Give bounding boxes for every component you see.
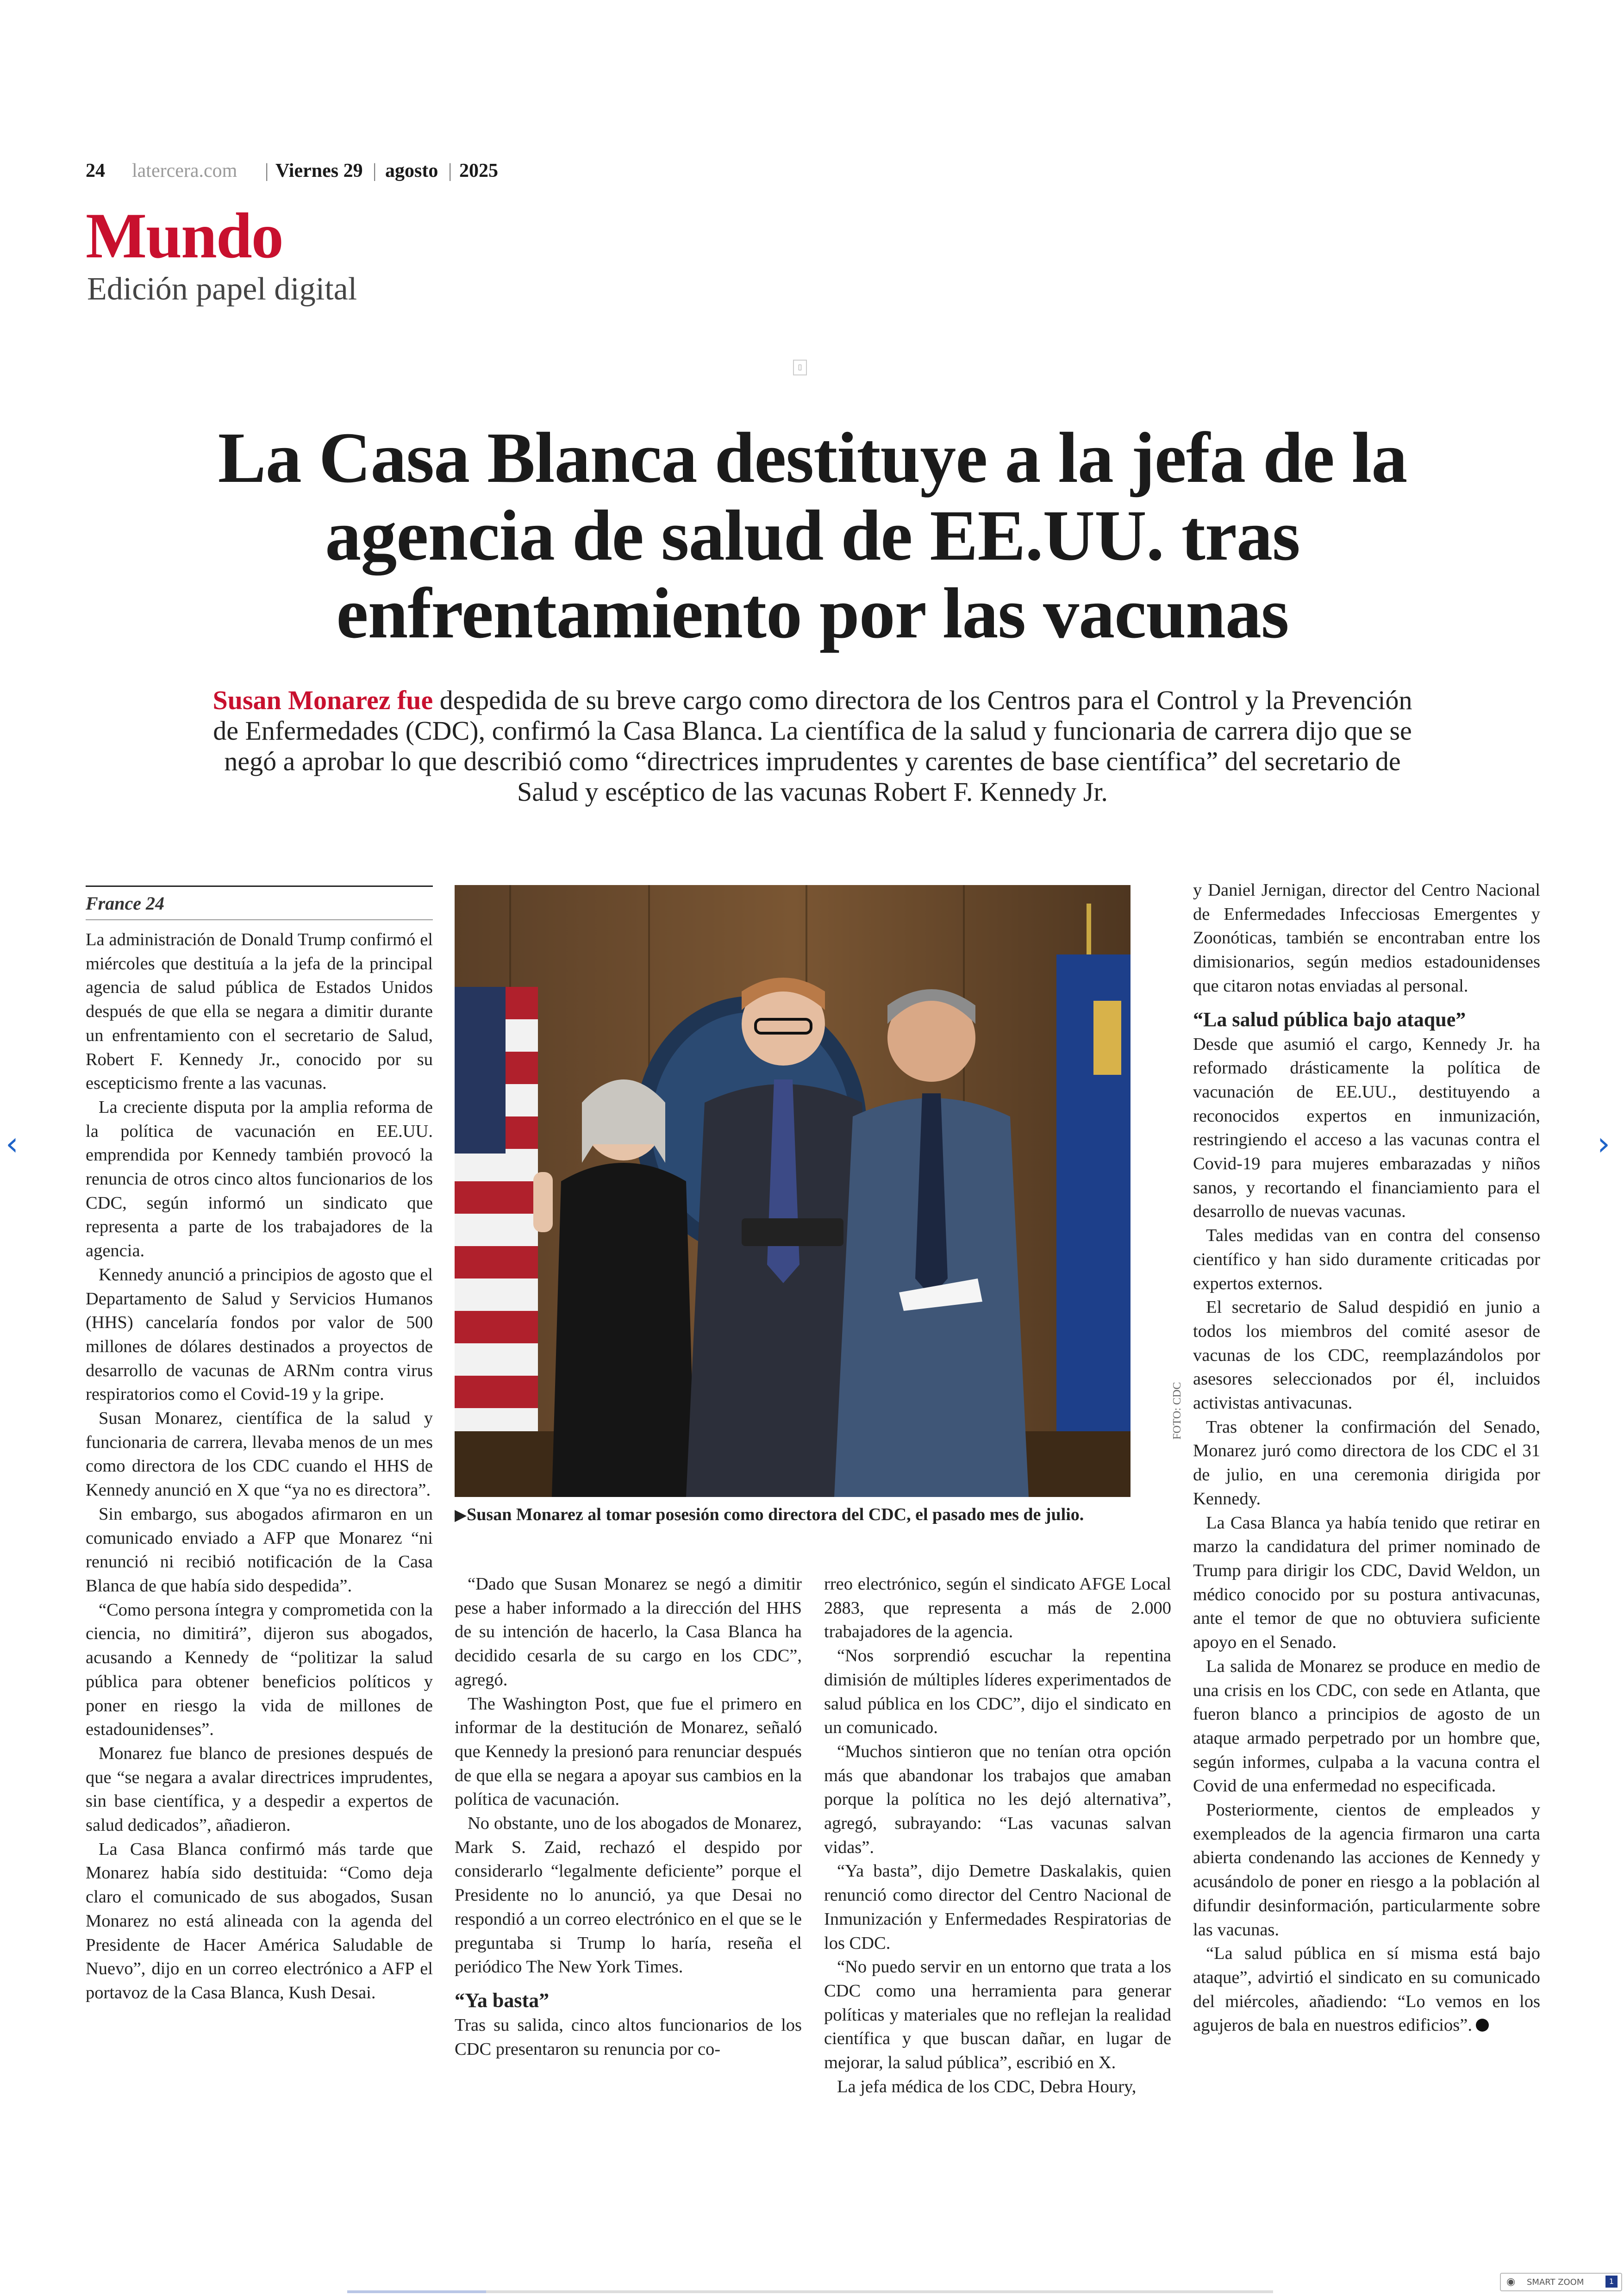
- photo-credit: FOTO: CDC: [1171, 1382, 1183, 1440]
- paragraph: Desde que asumió el cargo, Kennedy Jr. ha reformado drásticamente la política de vacunación de EE.UU., destituyendo a reconocidos expertos en inmunización, restringiendo el acceso a las vacunas contra el Covid-19 para mujeres embarazadas y niños sanos, y recortando el financiamiento para el desarrollo de nuevas vacunas.: [1193, 1034, 1540, 1222]
- header-month: agosto: [385, 160, 438, 181]
- paragraph: [1193, 1942, 1540, 2038]
- article-column-1: [86, 928, 433, 2005]
- paragraph: El secretario de Salud despidió en junio a todos los miembros del comité asesor de vacunas de los CDC, reemplazándolos por asesores seleccionados por él, incluidos activistas antivacunas.: [1193, 1297, 1540, 1413]
- site-name[interactable]: latercera.com: [132, 160, 237, 181]
- paragraph: “No puedo servir en un entorno que trata a los CDC como una herramienta para generar políticas y materiales que no reflejan la realidad científica y que buscan dañar, en lugar de mejorar, la salud pública”, escribió en X.: [824, 1957, 1171, 2073]
- paragraph: Tras su salida, cinco altos funcionarios de los CDC presentaron su renuncia por co-: [455, 2015, 802, 2059]
- headline: La Casa Blanca destituye a la jefa de la agencia de salud de EE.UU. tras enfrentamiento por las vacunas: [218, 418, 1407, 653]
- page-badge: 1: [1605, 2276, 1618, 2288]
- paragraph: Kennedy anunció a principios de agosto que el Departamento de Salud y Servicios Humanos (HHS) cancelaría fondos por valor de 500 millones de dólares destinados a proyectos de desarrollo de vacunas de ARNm contra virus respiratorios como el Covid-19 y la gripe.: [86, 1265, 433, 1404]
- subheading: “La salud pública bajo ataque”: [1193, 1008, 1466, 1031]
- paragraph: Susan Monarez, científica de la salud y funcionaria de carrera, llevaba menos de un mes como directora de los CDC cuando el HHS de Kennedy anunció en X que “ya no es directora”.: [86, 1409, 433, 1500]
- paragraph: La salida de Monarez se produce en medio de una crisis en los CDC, con sede en Atlanta, que fueron blanco a principios de agosto de un ataque armado perpetrado por un hombre que, según informes, culpaba a la vacuna contra el Covid de una enfermedad no especificada.: [1193, 1656, 1540, 1796]
- scroll-progress-bar[interactable]: [347, 2290, 1273, 2293]
- paragraph: La Casa Blanca confirmó más tarde que Monarez había sido destituida: “Como deja claro el comunicado de sus abogados, Susan Monarez no está alineada con la agenda del Presidente de Hacer América Saludable de Nuevo”, dijo en un correo electrónico a AFP el portavoz de la Casa Blanca, Kush Desai.: [86, 1839, 433, 2002]
- paragraph: “Como persona íntegra y comprometida con la ciencia, no dimitirá”, dijeron sus abogados, acusando a Kennedy de “politizar la salud pública para obtener beneficios políticos y poner en riesgo la vida de millones de estadounidenses”.: [86, 1600, 433, 1740]
- byline-rule: [86, 886, 433, 887]
- eye-icon: ◉: [1506, 2276, 1516, 2288]
- smart-zoom-button[interactable]: [1500, 2273, 1622, 2291]
- header-separator: |: [373, 160, 377, 181]
- header-weekday-day: Viernes 29: [275, 160, 363, 181]
- paragraph: Monarez fue blanco de presiones después de que “se negara a avalar directrices imprudentes, sin base científica, y a despedir a expertos de salud dedicados”, añadieron.: [86, 1743, 433, 1835]
- paragraph: La creciente disputa por la amplia reforma de la política de vacunación en EE.UU. emprendida por Kennedy también provocó la renuncia de otros cinco altos funcionarios de los CDC, según informó un sindicato que representa a parte de los trabajadores de la agencia.: [86, 1097, 433, 1261]
- paragraph: “Nos sorprendió escuchar la repentina dimisión de múltiples líderes experimentados de salud pública en los CDC”, dijo el sindicato en un comunicado.: [824, 1646, 1171, 1738]
- deck: [204, 685, 1421, 807]
- page-number: 24: [86, 160, 105, 181]
- header-separator: |: [448, 160, 452, 181]
- paragraph: y Daniel Jernigan, director del Centro Nacional de Enfermedades Infecciosas Emergentes y Zoonóticas, también se encontraban entre los dimisionarios, según medios estadounidenses que citaron notas enviadas al personal.: [1193, 880, 1540, 996]
- caption-text: Susan Monarez al tomar posesión como directora del CDC, el pasado mes de julio.: [467, 1505, 1084, 1524]
- paragraph: Tales medidas van en contra del consenso científico y han sido duramente criticadas por expertos externos.: [1193, 1226, 1540, 1293]
- photo-caption: [455, 1504, 1177, 1525]
- chevron-right-icon[interactable]: ›: [1597, 1125, 1610, 1163]
- article-column-3: [824, 1572, 1171, 2099]
- scroll-progress-fill: [347, 2290, 486, 2293]
- paragraph: Tras obtener la confirmación del Senado, Monarez juró como directora de los CDC el 31 de julio, en una ceremonia dirigida por Kennedy.: [1193, 1417, 1540, 1509]
- paragraph: La administración de Donald Trump confirmó el miércoles que destituía a la jefa de la principal agencia de salud pública de Estados Unidos después de que ella se negara a dimitir durante un enfrentamiento con el secretario de Salud, Robert F. Kennedy Jr., conocido por su escepticismo frente a las vacunas.: [86, 930, 433, 1093]
- swearing-in-photo: [455, 885, 1131, 1497]
- article-column-2: [455, 1572, 802, 2061]
- caption-arrow-icon: ▶: [455, 1507, 467, 1524]
- header-separator: |: [265, 160, 269, 181]
- paragraph: The Washington Post, que fue el primero en informar de la destitución de Monarez, señaló que Kennedy la presionó para renunciar después de que ella se negara a apoyar sus cambios en la política de vacunación.: [455, 1694, 802, 1809]
- page-marker-icon: ▯: [793, 360, 807, 375]
- edition-label: Edición papel digital: [87, 271, 357, 307]
- section-title: Mundo: [86, 200, 283, 272]
- article-photo: [455, 885, 1131, 1497]
- paragraph: La Casa Blanca ya había tenido que retirar en marzo la candidatura del primer nominado de Trump para dirigir los CDC, David Weldon, un médico conocido por su postura antivacunas, ante el temor de que no obtuviera suficiente apoyo en el Senado.: [1193, 1513, 1540, 1653]
- byline: France 24: [86, 893, 164, 914]
- deck-text: despedida de su breve cargo como directora de los Centros para el Control y la Prevención de Enfermedades (CDC), confirmó la Casa Blanca. La científica de la salud y funcionaria de carrera dijo que se negó a aprobar lo que describió como “directrices imprudentes y carentes de base científica” del secretario de Salud y escéptico de las vacunas Robert F. Kennedy Jr.: [213, 685, 1412, 807]
- paragraph: rreo electrónico, según el sindicato AFGE Local 2883, que representa a más de 2.000 trabajadores de la agencia.: [824, 1574, 1171, 1642]
- header-year: 2025: [459, 160, 498, 181]
- paragraph: “Ya basta”, dijo Demetre Daskalakis, quien renunció como director del Centro Nacional de Inmunización y Enfermedades Respiratorias de los CDC.: [824, 1861, 1171, 1953]
- smart-zoom-label: SMART ZOOM: [1527, 2277, 1584, 2287]
- paragraph: “Dado que Susan Monarez se negó a dimitir pese a haber informado a la dirección del HHS de su intención de hacerlo, la Casa Blanca ha decidido cesarla de su cargo en los CDC”, agregó.: [455, 1574, 802, 1690]
- subheading: “Ya basta”: [455, 1989, 550, 2012]
- end-mark-icon: [1476, 2019, 1489, 2032]
- deck-name: Susan Monarez fue: [212, 685, 433, 715]
- article-column-4: [1193, 879, 1540, 2038]
- chevron-left-icon[interactable]: ‹: [6, 1125, 19, 1163]
- paragraph-text: “La salud pública en sí misma está bajo ataque”, advirtió el sindicato en su comunicado del miércoles, añadiendo: “Lo vemos en los agujeros de bala en nuestros edificios”.: [1193, 1944, 1540, 2035]
- paragraph: “Muchos sintieron que no tenían otra opción más que abandonar los trabajos que amaban porque la política no les dejó alternativa”, agregó, subrayando: “Las vacunas salvan vidas”.: [824, 1741, 1171, 1857]
- byline-rule: [86, 919, 433, 920]
- paragraph: La jefa médica de los CDC, Debra Houry,: [837, 2077, 1137, 2096]
- paragraph: Sin embargo, sus abogados afirmaron en un comunicado enviado a AFP que Monarez “ni renunció ni recibió notificación de la Casa Blanca de que había sido despedida”.: [86, 1504, 433, 1596]
- paragraph: No obstante, uno de los abogados de Monarez, Mark S. Zaid, rechazó el despido por considerarlo “legalmente deficiente” porque el Presidente no lo anunció, ya que Desai no respondió a un correo electrónico en el que se le preguntaba si Trump lo haría, reseña el periódico The New York Times.: [455, 1814, 802, 1977]
- paragraph: Posteriormente, cientos de empleados y exempleados de la agencia firmaron una carta abierta condenando las acciones de Kennedy y acusándolo de poner en riesgo a la población al difundir desinformación, particularmente sobre las vacunas.: [1193, 1800, 1540, 1940]
